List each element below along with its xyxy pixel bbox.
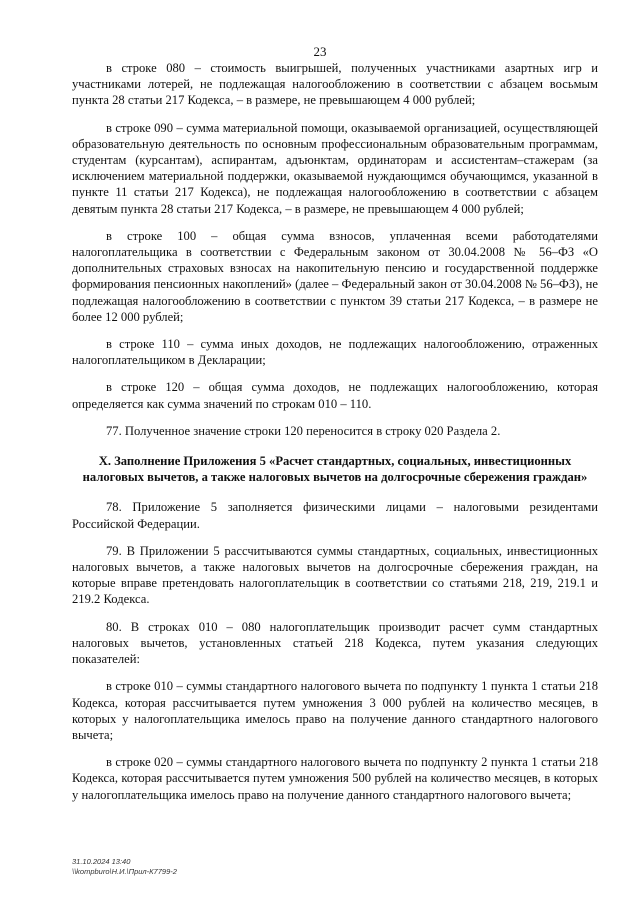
page-number: 23 — [313, 44, 327, 59]
footer-file-path: \\kompburo\Н.И.\Прил-К7799-2 — [72, 867, 177, 876]
paragraph-line-120: в строке 120 – общая сумма доходов, не подлежащих налогообложению, которая определяется как сумма значений по строкам 010 – 110. — [72, 380, 598, 411]
paragraph-line-090: в строке 090 – сумма материальной помощи, оказываемой организацией, осуществляющей образовательную деятельность по основным профессиональным образовательным программам, студентам (курсантам), аспирантам, адъюнктам, ординаторам и ассистентам–стажерам (за исключением материальной поддержки, оказываемой нуждающимся обучающимся, указанной в пункте 11 статьи 217 Кодекса), не подлежащая налогообложению в соответствии с абзацем девятым пункта 28 статьи 217 Кодекса, – в размере, не превышающем 4 000 рублей; — [72, 120, 598, 216]
paragraph-item-78: 78. Приложение 5 заполняется физическими лицами – налоговыми резидентами Российской Федерации. — [72, 500, 598, 531]
paragraph-line-080: в строке 080 – стоимость выигрышей, полученных участниками азартных игр и участниками лотерей, не подлежащая налогообложению в соответствии с абзацем восьмым пункта 28 статьи 217 Кодекса, – в размере, не превышающем 4 000 рублей; — [72, 61, 598, 108]
paragraph-line-100: в строке 100 – общая сумма взносов, уплаченная всеми работодателями налогоплательщика в соответствии с Федеральным законом от 30.04.2008 № 56–ФЗ «О дополнительных страховых взносах на накопительную пенсию и государственной поддержке формирования пенсионных накоплений» (далее – Федеральный закон от 30.04.2008 № 56–ФЗ), не подлежащая налогообложению в соответствии с пунктом 39 статьи 217 Кодекса, – в размере не более 12 000 рублей; — [72, 228, 598, 324]
paragraph-item-80: 80. В строках 010 – 080 налогоплательщик производит расчет сумм стандартных налоговых вычетов, установленных статьей 218 Кодекса, путем указания следующих показателей: — [72, 619, 598, 667]
paragraph-line-020: в строке 020 – суммы стандартного налогового вычета по подпункту 2 пункта 1 статьи 218 Кодекса, которая рассчитывается путем умножения 500 рублей на количество месяцев, в которых у налогоплательщика имелось право на получение данного стандартного налогового вычета; — [72, 755, 598, 802]
paragraph-item-79: 79. В Приложении 5 рассчитываются суммы стандартных, социальных, инвестиционных налоговых вычетов, а также налоговых вычетов на долгосрочные сбережения граждан, на которые вправе претендовать налогоплательщик в соответствии со статьями 218, 219, 219.1 и 219.2 Кодекса. — [72, 543, 598, 607]
paragraph-line-010: в строке 010 – суммы стандартного налогового вычета по подпункту 1 пункта 1 статьи 218 Кодекса, которая рассчитывается путем умножения 3 000 рублей на количество месяцев, в которых у налогоплательщика имелось право на получение данного стандартного налогового вычета; — [72, 679, 598, 742]
section-heading: X. Заполнение Приложения 5 «Расчет стандартных, социальных, инвестиционных налоговых вычетов, а также налоговых вычетов на долгосрочные сбережения граждан» — [82, 454, 588, 485]
paragraph-line-110: в строке 110 – сумма иных доходов, не подлежащих налогообложению, отраженных налогоплательщиком в Декларации; — [72, 337, 598, 368]
paragraph-item-77: 77. Полученное значение строки 120 переносится в строку 020 Раздела 2. — [106, 423, 501, 438]
page-footer — [72, 857, 177, 877]
document-body — [72, 60, 598, 814]
footer-date: 31.10.2024 13:40 — [72, 857, 131, 866]
